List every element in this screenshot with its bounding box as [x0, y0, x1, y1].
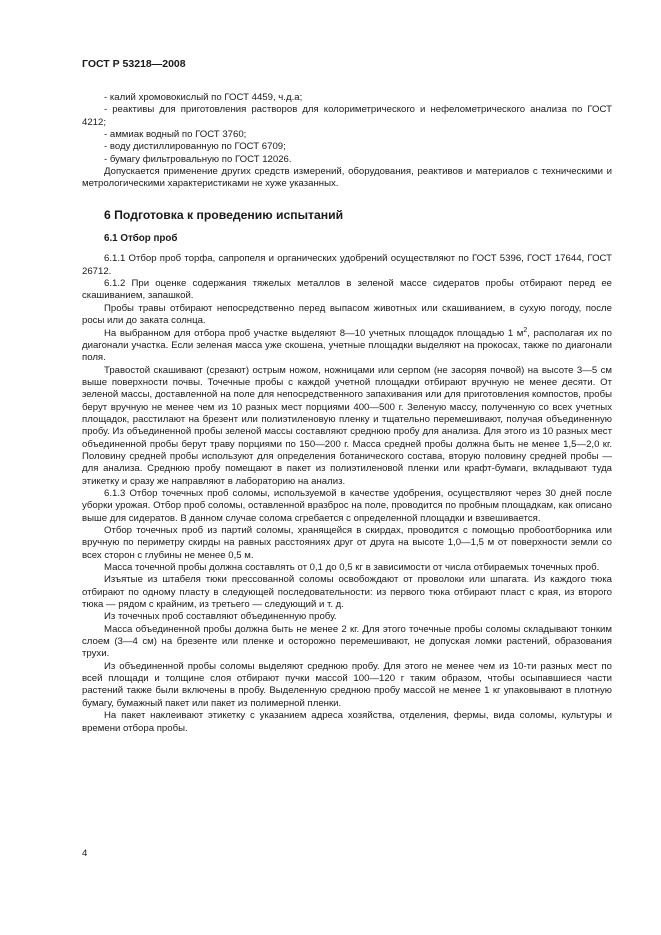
paragraph: Пробы травы отбирают непосредственно перед выпасом животных или скашиванием, в сухую погоду, после росы или до заката солнца.: [82, 302, 612, 327]
paragraph: 6.1.2 При оценке содержания тяжелых металлов в зеленой массе сидератов пробы отбирают перед ее скашиванием, запашкой.: [82, 278, 612, 302]
list-item: - реактивы для приготовления растворов для колориметрического и нефелометрического анализа по ГОСТ 4212;: [82, 104, 612, 128]
paragraph: Отбор точечных проб из партий соломы, хранящейся в скирдах, проводится с помощью пробоотборника или вручную по периметру скирды на равных расстояниях друг от друга на высоте 1,0—1,5 м от поверхности земли со всех сторон с глубины не менее 0,5 м.: [82, 525, 612, 561]
page-number: 4: [82, 848, 88, 859]
paragraph: Травостой скашивают (срезают) острым ножом, ножницами или серпом (не засоряя почвой) на высоте 3—5 см выше поверхности почвы. Точечные пробы с каждой учетной площадки отбирают вручную не менее десяти. От зеленой массы, доставленной на поле для непосредственного запахивания или для приготовления компостов, пробы берут вручную не менее чем из 10 разных мест порциями 400—500 г. Зеленую массу, полученную со всех учетных площадок, расстилают на брезент или полиэтиленовую пленку и тщательно перемешивают, получая объединенную пробу. Из объединенной пробы зеленой массы составляют среднюю пробу для анализа. Для этого из 10 разных мест объединенной пробы берут траву порциями по 150—200 г. Масса средней пробы должна быть не менее 1,5—2,0 кг. Половину средней пробы используют для определения ботанического состава, вторую половину средней пробы — для анализа. Среднюю пробу помещают в пакет из полиэтиленовой пленки или крафт-бумаги, вкладывают туда этикетку и сразу же направляют в лабораторию на анализ.: [82, 364, 612, 487]
paragraph: Масса точечной пробы должна составлять от 0,1 до 0,5 кг в зависимости от числа отбираемых точечных проб.: [104, 562, 600, 574]
document-header: ГОСТ Р 53218—2008: [82, 58, 186, 70]
plots-text-after: , располагая их по диагонали участка. Если зеленая масса уже скошена, учетные площадки выделяют на прокосах, также по диагонали поля.: [82, 327, 613, 364]
section-title: 6 Подготовка к проведению испытаний: [104, 207, 344, 222]
paragraph: Масса объединенной пробы должна быть не менее 2 кг. Для этого точечные пробы соломы складывают тонким слоем (3—4 см) на брезенте или пленке и осторожно перемешивают, не допуская ломки растений, образования трухи.: [82, 623, 612, 660]
allow-note: Допускается применение других средств измерений, оборудования, реактивов и материалов с техническими и метрологическими характеристиками не хуже указанных.: [82, 166, 612, 190]
list-item: - аммиак водный по ГОСТ 3760;: [104, 129, 247, 141]
paragraph-plots: [82, 328, 612, 365]
paragraph: 6.1.3 Отбор точечных проб соломы, используемой в качестве удобрения, осуществляют через 30 дней после уборки урожая. Отбор проб соломы, оставленной вразброс на поле, проводится по пробным площадкам, как описано выше для сидератов. В данном случае солома сгребается с определенной площадки и взвешивается.: [82, 487, 612, 524]
superscript: 2: [523, 326, 528, 334]
paragraph: 6.1.1 Отбор проб торфа, сапропеля и органических удобрений осуществляют по ГОСТ 5396, ГОСТ 17644, ГОСТ 26712.: [82, 253, 612, 277]
list-item: - бумагу фильтровальную по ГОСТ 12026.: [104, 153, 292, 165]
subsection-title: 6.1 Отбор проб: [104, 233, 178, 245]
paragraph: Изъятые из штабеля тюки прессованной соломы освобождают от проволоки или шпагата. Из каждого тюка отбирают по одному пласту в следующей последовательности: из первого тюка отбирают пласт с края, из второго тюка — рядом с крайним, из третьего — следующий и т. д.: [82, 574, 612, 611]
paragraph: На пакет наклеивают этикетку с указанием адреса хозяйства, отделения, фермы, вида соломы, культуры и времени отбора пробы.: [82, 710, 612, 734]
list-item: - воду дистиллированную по ГОСТ 6709;: [104, 141, 286, 153]
document-body: [82, 92, 612, 735]
paragraph: Из точечных проб составляют объединенную пробу.: [104, 611, 337, 623]
plots-text-before: На выбранном для отбора проб участке выделяют 8—10 учетных площадок площадью 1 м: [104, 327, 524, 339]
list-item: - калий хромовокислый по ГОСТ 4459, ч.д.а;: [104, 92, 303, 103]
paragraph: Из объединенной пробы соломы выделяют среднюю пробу. Для этого не менее чем из 10-ти разных мест по всей площади и толщине слоя отбирают пучки массой 100—120 г таким образом, чтобы осыпавшиеся части растений также были включены в пробу. Выделенную среднюю пробу массой не менее 1 кг упаковывают в плотную бумагу, бумажный пакет или пакет из полимерной пленки.: [82, 660, 612, 709]
